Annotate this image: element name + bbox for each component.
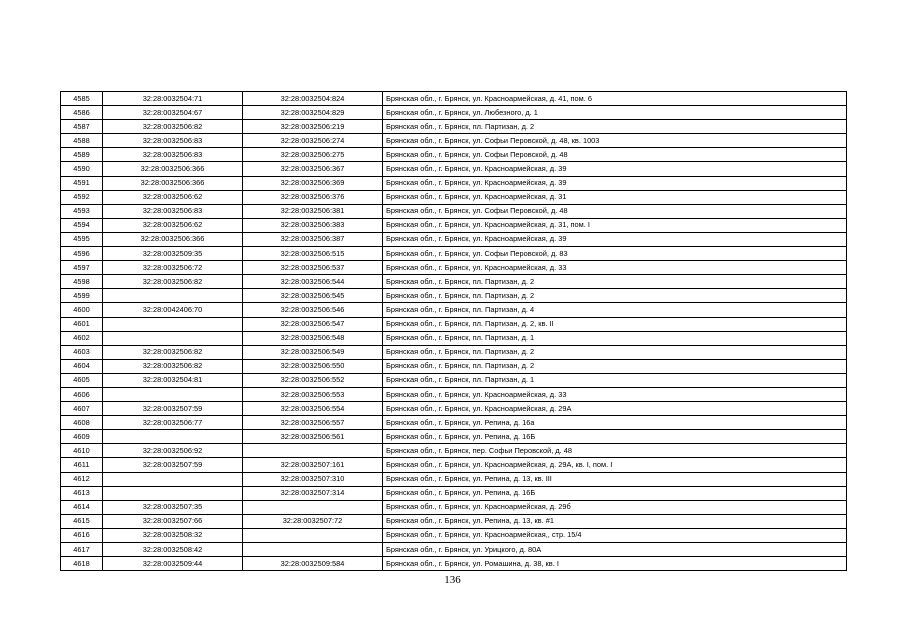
object-cadastral-number-cell: 32:28:0032504:829 xyxy=(243,106,383,120)
cadastral-number-cell: 32:28:0032506:82 xyxy=(103,345,243,359)
row-number-cell: 4603 xyxy=(61,345,103,359)
object-cadastral-number-cell xyxy=(243,543,383,557)
row-number-cell: 4604 xyxy=(61,359,103,373)
cadastral-number-cell xyxy=(103,430,243,444)
table-row xyxy=(61,528,847,542)
row-number-cell: 4590 xyxy=(61,162,103,176)
object-cadastral-number-cell: 32:28:0032506:219 xyxy=(243,120,383,134)
cadastral-number-cell: 32:28:0032506:82 xyxy=(103,359,243,373)
table-row xyxy=(61,514,847,528)
object-cadastral-number-cell: 32:28:0032506:554 xyxy=(243,402,383,416)
address-cell: Брянская обл., г. Брянск, пл. Партизан, д. 2, кв. II xyxy=(383,317,847,331)
table-row xyxy=(61,557,847,571)
address-cell: Брянская обл., г. Брянск, ул. Красноармейская, д. 31 xyxy=(383,190,847,204)
table-row xyxy=(61,444,847,458)
address-cell: Брянская обл., г. Брянск, пл. Партизан, д. 1 xyxy=(383,331,847,345)
address-cell: Брянская обл., г. Брянск, ул. Репина, д. 13, кв. #1 xyxy=(383,514,847,528)
address-cell: Брянская обл., г. Брянск, ул. Красноармейская, д. 29А, кв. I, пом. I xyxy=(383,458,847,472)
cadastral-number-cell xyxy=(103,289,243,303)
address-cell: Брянская обл., г. Брянск, ул. Репина, д. 16а xyxy=(383,416,847,430)
row-number-cell: 4617 xyxy=(61,543,103,557)
address-cell: Брянская обл., г. Брянск, ул. Красноармейская, д. 41, пом. 6 xyxy=(383,92,847,106)
table-row xyxy=(61,218,847,232)
row-number-cell: 4596 xyxy=(61,247,103,261)
cadastral-number-cell: 32:28:0032509:35 xyxy=(103,247,243,261)
table-body xyxy=(61,92,847,571)
table-row xyxy=(61,148,847,162)
cadastral-number-cell xyxy=(103,331,243,345)
object-cadastral-number-cell: 32:28:0032506:537 xyxy=(243,261,383,275)
row-number-cell: 4598 xyxy=(61,275,103,289)
object-cadastral-number-cell: 32:28:0032506:545 xyxy=(243,289,383,303)
row-number-cell: 4592 xyxy=(61,190,103,204)
row-number-cell: 4589 xyxy=(61,148,103,162)
row-number-cell: 4614 xyxy=(61,500,103,514)
address-cell: Брянская обл., г. Брянск, пл. Партизан, д. 2 xyxy=(383,275,847,289)
object-cadastral-number-cell: 32:28:0032506:376 xyxy=(243,190,383,204)
cadastral-number-cell: 32:28:0032506:62 xyxy=(103,218,243,232)
row-number-cell: 4586 xyxy=(61,106,103,120)
table-row xyxy=(61,190,847,204)
cadastral-number-cell: 32:28:0032506:92 xyxy=(103,444,243,458)
cadastral-number-cell xyxy=(103,387,243,401)
table-row xyxy=(61,204,847,218)
cadastral-number-cell: 32:28:0032507:59 xyxy=(103,402,243,416)
object-cadastral-number-cell: 32:28:0032507:161 xyxy=(243,458,383,472)
object-cadastral-number-cell: 32:28:0032507:72 xyxy=(243,514,383,528)
address-cell: Брянская обл., г. Брянск, ул. Любезного, д. 1 xyxy=(383,106,847,120)
object-cadastral-number-cell: 32:28:0032506:544 xyxy=(243,275,383,289)
cadastral-number-cell: 32:28:0042406:70 xyxy=(103,303,243,317)
cadastral-number-cell: 32:28:0032507:66 xyxy=(103,514,243,528)
object-cadastral-number-cell xyxy=(243,528,383,542)
object-cadastral-number-cell: 32:28:0032506:275 xyxy=(243,148,383,162)
table-row xyxy=(61,472,847,486)
table-row xyxy=(61,247,847,261)
table-row xyxy=(61,402,847,416)
address-cell: Брянская обл., г. Брянск, ул. Красноармейская, д. 39 xyxy=(383,176,847,190)
address-cell: Брянская обл., г. Брянск, ул. Репина, д. 16Б xyxy=(383,486,847,500)
object-cadastral-number-cell: 32:28:0032506:367 xyxy=(243,162,383,176)
table-row xyxy=(61,120,847,134)
table-row xyxy=(61,373,847,387)
table-row xyxy=(61,430,847,444)
row-number-cell: 4594 xyxy=(61,218,103,232)
table-row xyxy=(61,289,847,303)
row-number-cell: 4613 xyxy=(61,486,103,500)
address-cell: Брянская обл., г. Брянск, ул. Красноармейская, д. 39 xyxy=(383,232,847,246)
row-number-cell: 4591 xyxy=(61,176,103,190)
table-row xyxy=(61,387,847,401)
object-cadastral-number-cell: 32:28:0032506:546 xyxy=(243,303,383,317)
address-cell: Брянская обл., г. Брянск, ул. Софьи Перовской, д. 83 xyxy=(383,247,847,261)
cadastral-number-cell: 32:28:0032504:81 xyxy=(103,373,243,387)
address-cell: Брянская обл., г. Брянск, ул. Красноармейская, д. 31, пом. I xyxy=(383,218,847,232)
address-cell: Брянская обл., г. Брянск, ул. Урицкого, д. 80А xyxy=(383,543,847,557)
row-number-cell: 4585 xyxy=(61,92,103,106)
object-cadastral-number-cell: 32:28:0032506:381 xyxy=(243,204,383,218)
row-number-cell: 4588 xyxy=(61,134,103,148)
object-cadastral-number-cell: 32:28:0032509:584 xyxy=(243,557,383,571)
table-row xyxy=(61,500,847,514)
row-number-cell: 4597 xyxy=(61,261,103,275)
object-cadastral-number-cell: 32:28:0032506:549 xyxy=(243,345,383,359)
page-number: 136 xyxy=(444,574,461,586)
object-cadastral-number-cell: 32:28:0032506:553 xyxy=(243,387,383,401)
address-cell: Брянская обл., г. Брянск, пл. Партизан, д. 4 xyxy=(383,303,847,317)
address-cell: Брянская обл., г. Брянск, пл. Партизан, д. 2 xyxy=(383,120,847,134)
cadastral-number-cell: 32:28:0032506:83 xyxy=(103,148,243,162)
cadastral-number-cell: 32:28:0032506:62 xyxy=(103,190,243,204)
table-row xyxy=(61,162,847,176)
row-number-cell: 4610 xyxy=(61,444,103,458)
table-row xyxy=(61,416,847,430)
cadastral-number-cell xyxy=(103,472,243,486)
table-row xyxy=(61,345,847,359)
table-row xyxy=(61,359,847,373)
object-cadastral-number-cell: 32:28:0032506:274 xyxy=(243,134,383,148)
row-number-cell: 4607 xyxy=(61,402,103,416)
cadastral-number-cell: 32:28:0032506:82 xyxy=(103,120,243,134)
cadastral-number-cell: 32:28:0032506:83 xyxy=(103,204,243,218)
object-cadastral-number-cell: 32:28:0032507:314 xyxy=(243,486,383,500)
cadastral-number-cell: 32:28:0032507:59 xyxy=(103,458,243,472)
object-cadastral-number-cell: 32:28:0032506:547 xyxy=(243,317,383,331)
cadastral-number-cell: 32:28:0032506:366 xyxy=(103,176,243,190)
address-cell: Брянская обл., г. Брянск, ул. Репина, д. 13, кв. III xyxy=(383,472,847,486)
table-row xyxy=(61,303,847,317)
row-number-cell: 4599 xyxy=(61,289,103,303)
cadastral-number-cell xyxy=(103,486,243,500)
table-row xyxy=(61,134,847,148)
address-cell: Брянская обл., г. Брянск, ул. Красноармейская, д. 29А xyxy=(383,402,847,416)
address-cell: Брянская обл., г. Брянск, ул. Красноармейская, д. 39 xyxy=(383,162,847,176)
row-number-cell: 4606 xyxy=(61,387,103,401)
table-row xyxy=(61,331,847,345)
row-number-cell: 4608 xyxy=(61,416,103,430)
address-cell: Брянская обл., г. Брянск, пер. Софьи Перовской, д. 48 xyxy=(383,444,847,458)
address-cell: Брянская обл., г. Брянск, пл. Партизан, д. 1 xyxy=(383,373,847,387)
table-row xyxy=(61,106,847,120)
row-number-cell: 4602 xyxy=(61,331,103,345)
cadastral-number-cell: 32:28:0032508:32 xyxy=(103,528,243,542)
address-cell: Брянская обл., г. Брянск, пл. Партизан, д. 2 xyxy=(383,289,847,303)
cadastral-number-cell: 32:28:0032506:72 xyxy=(103,261,243,275)
row-number-cell: 4600 xyxy=(61,303,103,317)
cadastral-number-cell: 32:28:0032504:67 xyxy=(103,106,243,120)
cadastral-number-cell: 32:28:0032508:42 xyxy=(103,543,243,557)
property-table xyxy=(60,91,847,571)
table-row xyxy=(61,543,847,557)
object-cadastral-number-cell: 32:28:0032506:515 xyxy=(243,247,383,261)
object-cadastral-number-cell: 32:28:0032506:557 xyxy=(243,416,383,430)
object-cadastral-number-cell: 32:28:0032506:548 xyxy=(243,331,383,345)
cadastral-number-cell: 32:28:0032509:44 xyxy=(103,557,243,571)
row-number-cell: 4601 xyxy=(61,317,103,331)
table-row xyxy=(61,486,847,500)
row-number-cell: 4612 xyxy=(61,472,103,486)
row-number-cell: 4595 xyxy=(61,232,103,246)
object-cadastral-number-cell: 32:28:0032506:561 xyxy=(243,430,383,444)
row-number-cell: 4605 xyxy=(61,373,103,387)
cadastral-number-cell: 32:28:0032504:71 xyxy=(103,92,243,106)
table-row xyxy=(61,176,847,190)
cadastral-number-cell: 32:28:0032506:83 xyxy=(103,134,243,148)
row-number-cell: 4609 xyxy=(61,430,103,444)
address-cell: Брянская обл., г. Брянск, ул. Софьи Перовской, д. 48 xyxy=(383,148,847,162)
object-cadastral-number-cell xyxy=(243,444,383,458)
address-cell: Брянская обл., г. Брянск, ул. Софьи Перовской, д. 48, кв. 1003 xyxy=(383,134,847,148)
object-cadastral-number-cell: 32:28:0032506:383 xyxy=(243,218,383,232)
row-number-cell: 4615 xyxy=(61,514,103,528)
cadastral-number-cell: 32:28:0032507:35 xyxy=(103,500,243,514)
row-number-cell: 4618 xyxy=(61,557,103,571)
object-cadastral-number-cell: 32:28:0032507:310 xyxy=(243,472,383,486)
object-cadastral-number-cell: 32:28:0032506:387 xyxy=(243,232,383,246)
address-cell: Брянская обл., г. Брянск, пл. Партизан, д. 2 xyxy=(383,345,847,359)
row-number-cell: 4587 xyxy=(61,120,103,134)
table-row xyxy=(61,92,847,106)
table-row xyxy=(61,317,847,331)
address-cell: Брянская обл., г. Брянск, ул. Красноармейская, д. 29б xyxy=(383,500,847,514)
object-cadastral-number-cell: 32:28:0032506:552 xyxy=(243,373,383,387)
object-cadastral-number-cell: 32:28:0032504:824 xyxy=(243,92,383,106)
object-cadastral-number-cell: 32:28:0032506:369 xyxy=(243,176,383,190)
address-cell: Брянская обл., г. Брянск, ул. Красноармейская, д. 33 xyxy=(383,387,847,401)
cadastral-number-cell: 32:28:0032506:77 xyxy=(103,416,243,430)
cadastral-number-cell xyxy=(103,317,243,331)
address-cell: Брянская обл., г. Брянск, ул. Софьи Перовской, д. 48 xyxy=(383,204,847,218)
object-cadastral-number-cell: 32:28:0032506:550 xyxy=(243,359,383,373)
cadastral-number-cell: 32:28:0032506:366 xyxy=(103,232,243,246)
object-cadastral-number-cell xyxy=(243,500,383,514)
address-cell: Брянская обл., г. Брянск, ул. Репина, д. 16Б xyxy=(383,430,847,444)
table-row xyxy=(61,232,847,246)
cadastral-number-cell: 32:28:0032506:366 xyxy=(103,162,243,176)
address-cell: Брянская обл., г. Брянск, ул. Красноармейская,, стр. 15/4 xyxy=(383,528,847,542)
row-number-cell: 4616 xyxy=(61,528,103,542)
cadastral-number-cell: 32:28:0032506:82 xyxy=(103,275,243,289)
address-cell: Брянская обл., г. Брянск, пл. Партизан, д. 2 xyxy=(383,359,847,373)
address-cell: Брянская обл., г. Брянск, ул. Красноармейская, д. 33 xyxy=(383,261,847,275)
row-number-cell: 4611 xyxy=(61,458,103,472)
table-row xyxy=(61,261,847,275)
row-number-cell: 4593 xyxy=(61,204,103,218)
table-row xyxy=(61,275,847,289)
address-cell: Брянская обл., г. Брянск, ул. Ромашина, д. 38, кв. I xyxy=(383,557,847,571)
table-row xyxy=(61,458,847,472)
